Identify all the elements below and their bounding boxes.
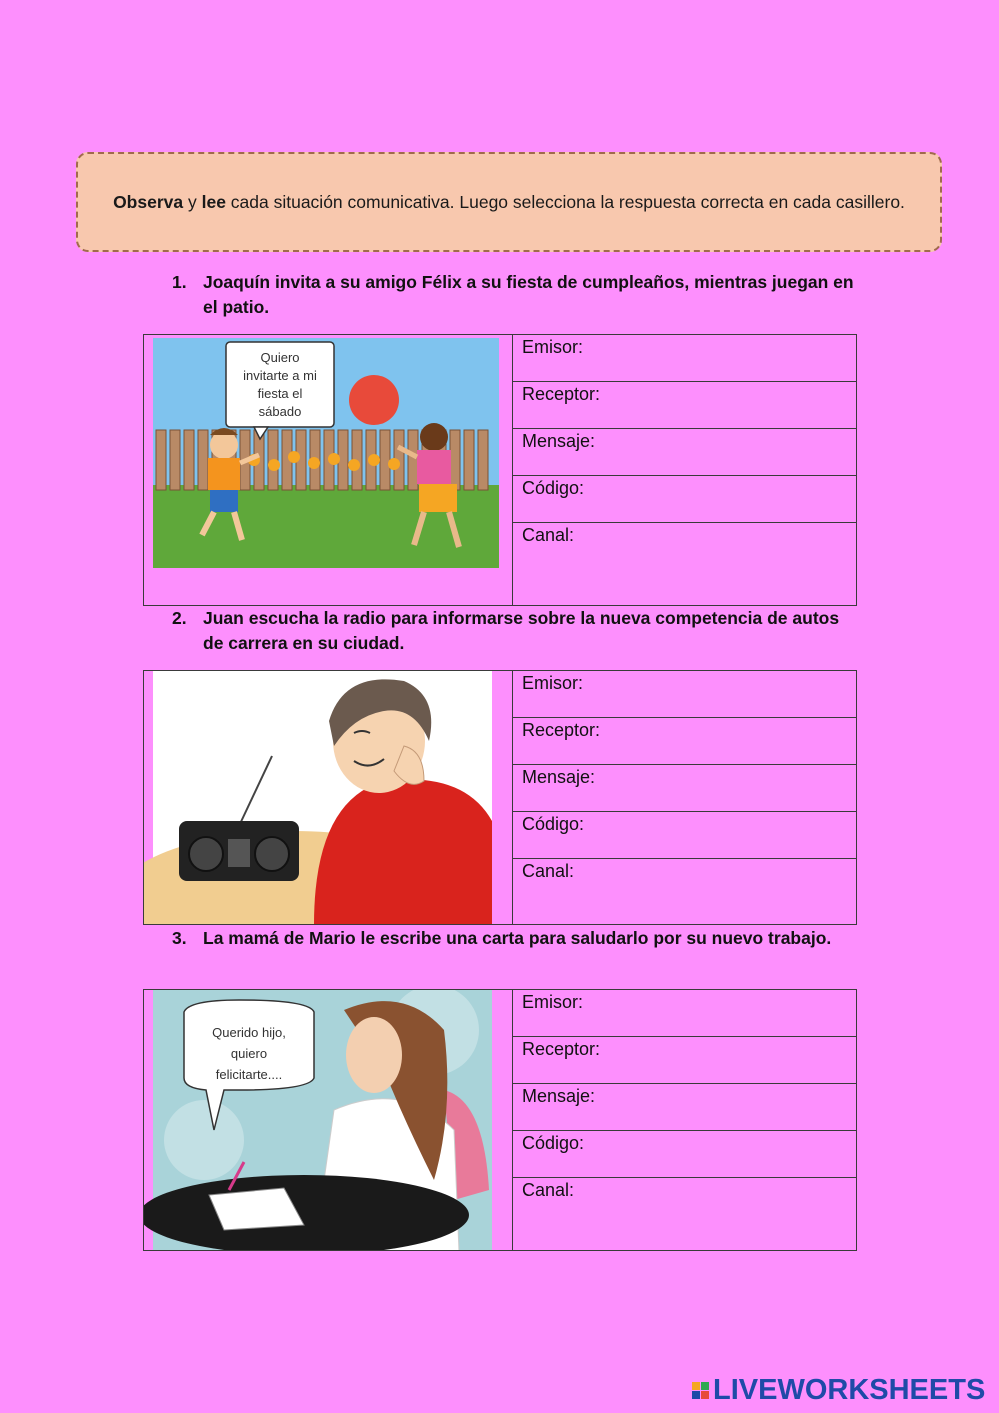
field-codigo[interactable]	[513, 476, 856, 523]
svg-text:Quiero: Quiero	[260, 350, 300, 365]
instructions-rest: cada situación comunicativa. Luego selecciona la respuesta correcta en cada casillero.	[225, 192, 905, 212]
question-number: 2.	[172, 608, 187, 628]
question-number: 1.	[172, 272, 187, 292]
field-codigo[interactable]	[513, 1131, 856, 1178]
question-3	[172, 926, 862, 951]
field-canal[interactable]	[513, 859, 856, 924]
field-label: Código:	[522, 1133, 585, 1153]
instructions-bold-observa: Observa	[113, 192, 184, 212]
instructions-text	[113, 189, 905, 215]
field-label: Receptor:	[522, 1039, 601, 1059]
field-label: Emisor:	[522, 992, 584, 1012]
field-emisor[interactable]	[513, 671, 856, 718]
svg-text:fiesta el: fiesta el	[257, 386, 303, 401]
field-label: Código:	[522, 814, 585, 834]
answer-table-3	[143, 989, 857, 1251]
field-mensaje[interactable]	[513, 1084, 856, 1131]
question-text: La mamá de Mario le escribe una carta para saludarlo por su nuevo trabajo.	[203, 928, 832, 948]
field-label: Emisor:	[522, 673, 584, 693]
instructions-connector: y	[183, 192, 202, 212]
liveworksheets-logo	[692, 1374, 985, 1407]
question-text: Joaquín invita a su amigo Félix a su fiesta de cumpleaños, mientras juegan en el patio.	[203, 272, 854, 317]
question-number: 3.	[172, 928, 187, 948]
field-label: Mensaje:	[522, 431, 596, 451]
logo-mark-icon	[692, 1382, 709, 1399]
instructions-bold-lee: lee	[201, 192, 226, 212]
field-label: Emisor:	[522, 337, 584, 357]
answer-table-1	[143, 334, 857, 606]
field-receptor[interactable]	[513, 718, 856, 765]
illustration-boy-radio	[144, 671, 513, 924]
field-codigo[interactable]	[513, 812, 856, 859]
question-2	[172, 606, 862, 656]
fields-column-2	[513, 671, 856, 924]
instructions-box	[76, 152, 942, 252]
fields-column-1	[513, 335, 856, 605]
field-emisor[interactable]	[513, 335, 856, 382]
field-label: Canal:	[522, 1180, 575, 1200]
boy-radio-image	[144, 671, 512, 924]
question-text: Juan escucha la radio para informarse sobre la nueva competencia de autos de carrera en su ciudad.	[203, 608, 840, 653]
field-label: Canal:	[522, 861, 575, 881]
field-label: Mensaje:	[522, 1086, 596, 1106]
field-receptor[interactable]	[513, 382, 856, 429]
svg-text:sábado: sábado	[258, 404, 302, 419]
field-label: Receptor:	[522, 384, 601, 404]
mother-writing-image	[144, 990, 512, 1250]
field-receptor[interactable]	[513, 1037, 856, 1084]
logo-text: LIVEWORKSHEETS	[713, 1374, 986, 1406]
answer-table-2	[143, 670, 857, 925]
field-emisor[interactable]	[513, 990, 856, 1037]
field-label: Canal:	[522, 525, 575, 545]
kids-playing-image	[144, 335, 512, 605]
field-label: Código:	[522, 478, 585, 498]
svg-text:quiero: quiero	[230, 1046, 268, 1061]
svg-text:felicitarte....: felicitarte....	[215, 1067, 283, 1082]
field-label: Mensaje:	[522, 767, 596, 787]
field-mensaje[interactable]	[513, 765, 856, 812]
illustration-kids-playing	[144, 335, 513, 605]
svg-text:Querido hijo,: Querido hijo,	[212, 1025, 286, 1040]
field-label: Receptor:	[522, 720, 601, 740]
svg-text:invitarte a mi: invitarte a mi	[243, 368, 317, 383]
fields-column-3	[513, 990, 856, 1250]
question-1	[172, 270, 862, 320]
illustration-mother-writing	[144, 990, 513, 1250]
field-canal[interactable]	[513, 523, 856, 605]
field-canal[interactable]	[513, 1178, 856, 1250]
field-mensaje[interactable]	[513, 429, 856, 476]
